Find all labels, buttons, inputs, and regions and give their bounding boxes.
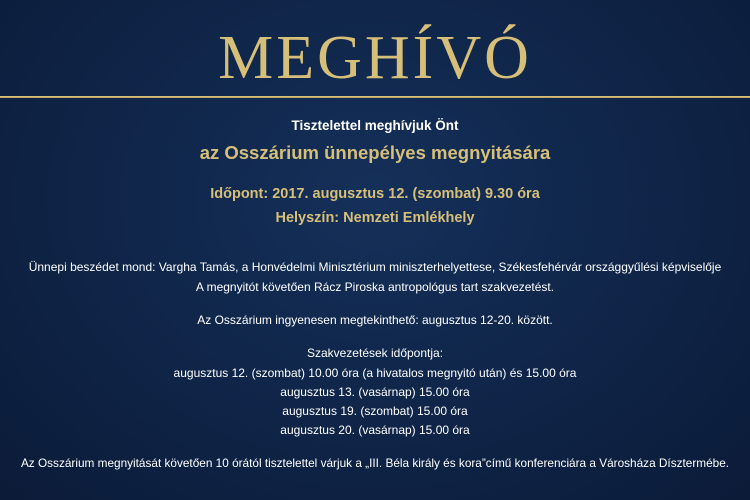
speech-info: Ünnepi beszédet mond: Vargha Tamás, a Honvédelmi Minisztérium miniszterhelyettese, Székesfehérvár országgyűlési képviselője <box>28 260 722 274</box>
tour-item: augusztus 12. (szombat) 10.00 óra (a hivatalos megnyitó után) és 15.00 óra <box>173 366 577 380</box>
tours-title: Szakvezetések időpontja: <box>306 346 444 360</box>
gold-divider <box>0 96 750 98</box>
event-heading: az Osszárium ünnepélyes megnyitására <box>199 142 551 163</box>
visit-info: Az Osszárium ingyenesen megtekinthető: augusztus 12-20. között. <box>197 313 553 327</box>
event-place: Helyszín: Nemzeti Emlékhely <box>275 210 475 226</box>
tour-item: augusztus 20. (vasárnap) 15.00 óra <box>280 423 470 437</box>
event-time: Időpont: 2017. augusztus 12. (szombat) 9.30 óra <box>210 186 540 202</box>
tour-item: augusztus 13. (vasárnap) 15.00 óra <box>280 385 470 399</box>
tour-item: augusztus 19. (szombat) 15.00 óra <box>282 404 468 418</box>
greeting-text: Tisztelettel meghívjuk Önt <box>291 118 459 133</box>
guided-tour-info: A megnyitót követően Rácz Piroska antropológus tart szakvezetést. <box>195 280 555 294</box>
invitation-title: MEGHÍVÓ <box>218 24 532 92</box>
footer-note: Az Osszárium megnyitását követően 10 órától tisztelettel várjuk a „III. Béla király és kora”című konferenciára a Városháza Dísztermébe. <box>20 456 730 470</box>
